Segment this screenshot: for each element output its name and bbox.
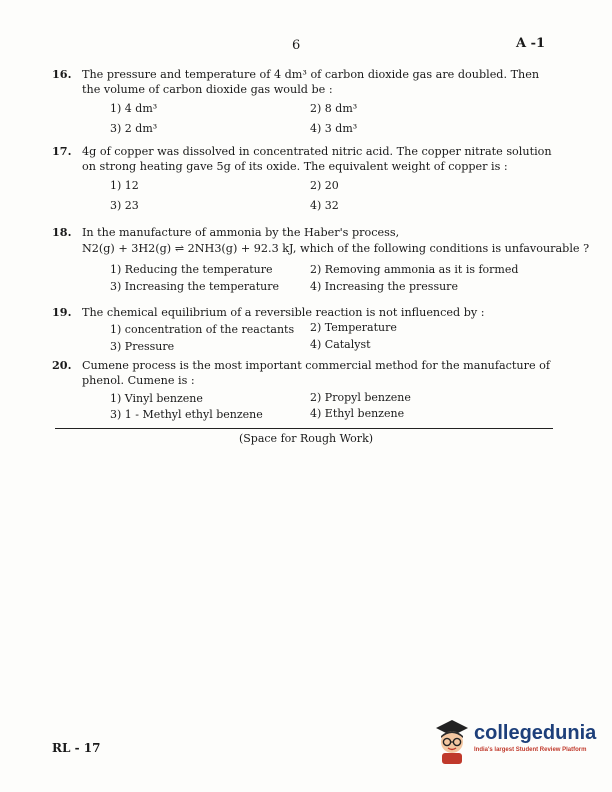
student-mascot-icon xyxy=(432,716,472,766)
question-20 xyxy=(52,358,552,426)
option-1: 1) concentration of the reactants xyxy=(110,323,295,336)
brand-tagline: India's largest Student Review Platform xyxy=(474,747,587,753)
question-18 xyxy=(52,225,590,300)
question-number: 16. xyxy=(52,67,72,81)
question-text: In the manufacture of ammonia by the Haber's process, xyxy=(82,226,400,239)
question-16 xyxy=(52,67,552,137)
question-19 xyxy=(52,305,552,355)
divider-rule xyxy=(55,428,553,429)
page-number: 6 xyxy=(292,38,301,53)
option-3: 3) 1 - Methyl ethyl benzene xyxy=(110,408,263,421)
rough-work-label: (Space for Rough Work) xyxy=(238,432,374,445)
question-number: 19. xyxy=(52,305,72,319)
question-text: The pressure and temperature of 4 dm³ of carbon dioxide gas are doubled. Then the volume of carbon dioxide gas would be : xyxy=(82,68,540,96)
option-2: 2) Temperature xyxy=(310,321,397,334)
option-2: 2) 20 xyxy=(310,179,339,192)
question-number: 17. xyxy=(52,144,72,158)
option-1: 1) Reducing the temperature xyxy=(110,263,273,276)
option-1: 1) 12 xyxy=(110,179,139,192)
option-2: 2) 8 dm³ xyxy=(310,102,358,115)
brand-name: collegedunia xyxy=(474,722,597,744)
question-17 xyxy=(52,144,552,214)
option-3: 3) Pressure xyxy=(110,340,175,353)
reaction-equation: N2(g) + 3H2(g) ⇌ 2NH3(g) + 92.3 kJ, which of the following conditions is unfavourable ? xyxy=(82,242,590,255)
option-1: 1) Vinyl benzene xyxy=(110,392,203,405)
paper-code: A -1 xyxy=(516,36,546,51)
option-4: 4) Ethyl benzene xyxy=(310,407,405,420)
option-2: 2) Propyl benzene xyxy=(310,391,411,404)
option-3: 3) 2 dm³ xyxy=(110,122,158,135)
option-4: 4) Increasing the pressure xyxy=(310,280,458,293)
option-2: 2) Removing ammonia as it is formed xyxy=(310,263,519,276)
option-4: 4) Catalyst xyxy=(310,338,371,351)
question-number: 20. xyxy=(52,358,72,372)
question-text: Cumene process is the most important commercial method for the manufacture of phenol. Cumene is : xyxy=(82,359,551,387)
option-4: 4) 3 dm³ xyxy=(310,122,358,135)
question-number: 18. xyxy=(52,225,72,239)
option-1: 1) 4 dm³ xyxy=(110,102,158,115)
footer-code: RL - 17 xyxy=(52,741,101,755)
question-text: The chemical equilibrium of a reversible reaction is not influenced by : xyxy=(82,306,485,319)
option-4: 4) 32 xyxy=(310,199,339,212)
question-text: 4g of copper was dissolved in concentrated nitric acid. The copper nitrate solution on strong heating gave 5g of its oxide. The equivalent weight of copper is : xyxy=(82,145,552,173)
option-3: 3) 23 xyxy=(110,199,139,212)
option-3: 3) Increasing the temperature xyxy=(110,280,280,293)
